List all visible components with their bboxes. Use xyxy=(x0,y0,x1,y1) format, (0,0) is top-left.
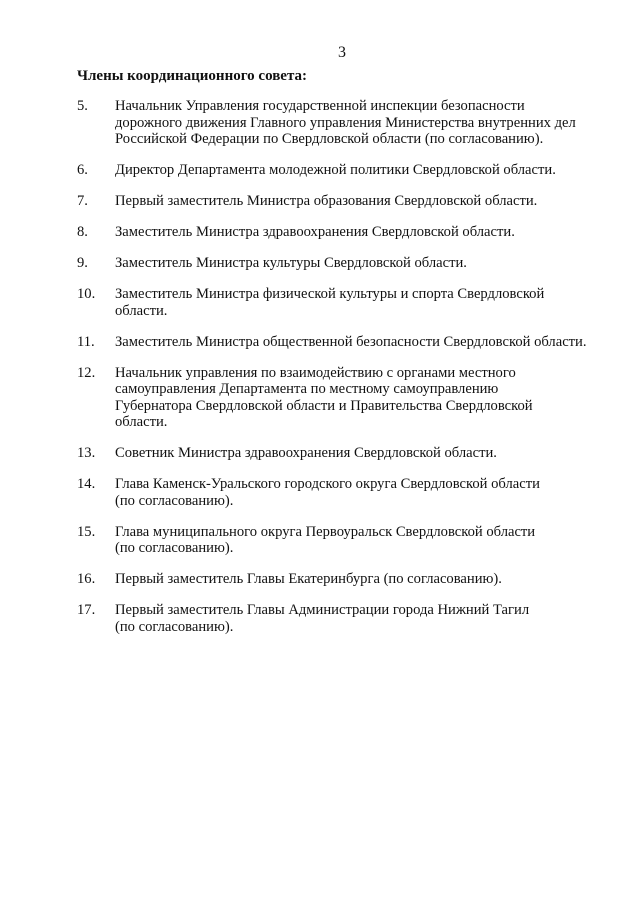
item-text: Советник Министра здравоохранения Свердловской области. xyxy=(115,445,497,461)
list-item xyxy=(77,255,607,272)
item-number: 5. xyxy=(77,98,88,114)
page-number: 3 xyxy=(338,44,346,61)
item-text: Заместитель Министра здравоохранения Свердловской области. xyxy=(115,224,515,240)
list-item xyxy=(77,571,607,588)
item-text: Заместитель Министра физической культуры и спорта Свердловской области. xyxy=(115,286,545,319)
member-list xyxy=(77,98,607,650)
item-text: Первый заместитель Главы Екатеринбурга (по согласованию). xyxy=(115,571,502,587)
item-text: Начальник Управления государственной инспекции безопасности дорожного движения Главного управления Министерства внутренних дел Российской Федерации по Свердловской области (по согласованию). xyxy=(115,98,576,147)
list-item xyxy=(77,365,607,431)
list-item xyxy=(77,476,607,509)
item-text: Заместитель Министра общественной безопасности Свердловской области. xyxy=(115,333,587,350)
list-item xyxy=(77,98,607,148)
section-heading: Члены координационного совета: xyxy=(77,68,307,84)
item-number: 15. xyxy=(77,523,96,540)
item-number: 7. xyxy=(77,193,88,209)
list-item xyxy=(77,445,607,462)
item-number: 16. xyxy=(77,571,96,587)
item-text: Первый заместитель Министра образования Свердловской области. xyxy=(115,193,538,209)
item-text: Первый заместитель Главы Администрации города Нижний Тагил (по согласованию). xyxy=(115,602,530,635)
item-text: Директор Департамента молодежной политики Свердловской области. xyxy=(115,162,556,178)
item-text: Заместитель Министра культуры Свердловской области. xyxy=(115,255,467,271)
list-item xyxy=(77,286,607,319)
list-item xyxy=(77,193,607,210)
item-text: Начальник управления по взаимодействию с органами местного самоуправления Департамента по местному самоуправлению Губернатора Свердловской области и Правительства Свердловской области. xyxy=(115,364,533,430)
item-text: Глава муниципального округа Первоуральск Свердловской области (по согласованию). xyxy=(115,523,536,556)
list-item xyxy=(77,524,607,557)
item-number: 14. xyxy=(77,476,96,492)
item-number: 13. xyxy=(77,445,96,461)
list-item xyxy=(77,334,607,351)
list-item xyxy=(77,602,607,635)
item-number: 11. xyxy=(77,333,95,350)
item-number: 9. xyxy=(77,255,88,271)
list-item xyxy=(77,224,607,241)
item-number: 12. xyxy=(77,364,96,381)
item-number: 17. xyxy=(77,602,96,618)
item-number: 6. xyxy=(77,162,88,178)
item-text: Глава Каменск-Уральского городского округа Свердловской области (по согласованию). xyxy=(115,476,540,509)
item-number: 10. xyxy=(77,286,96,302)
item-number: 8. xyxy=(77,224,88,240)
list-item xyxy=(77,162,607,179)
